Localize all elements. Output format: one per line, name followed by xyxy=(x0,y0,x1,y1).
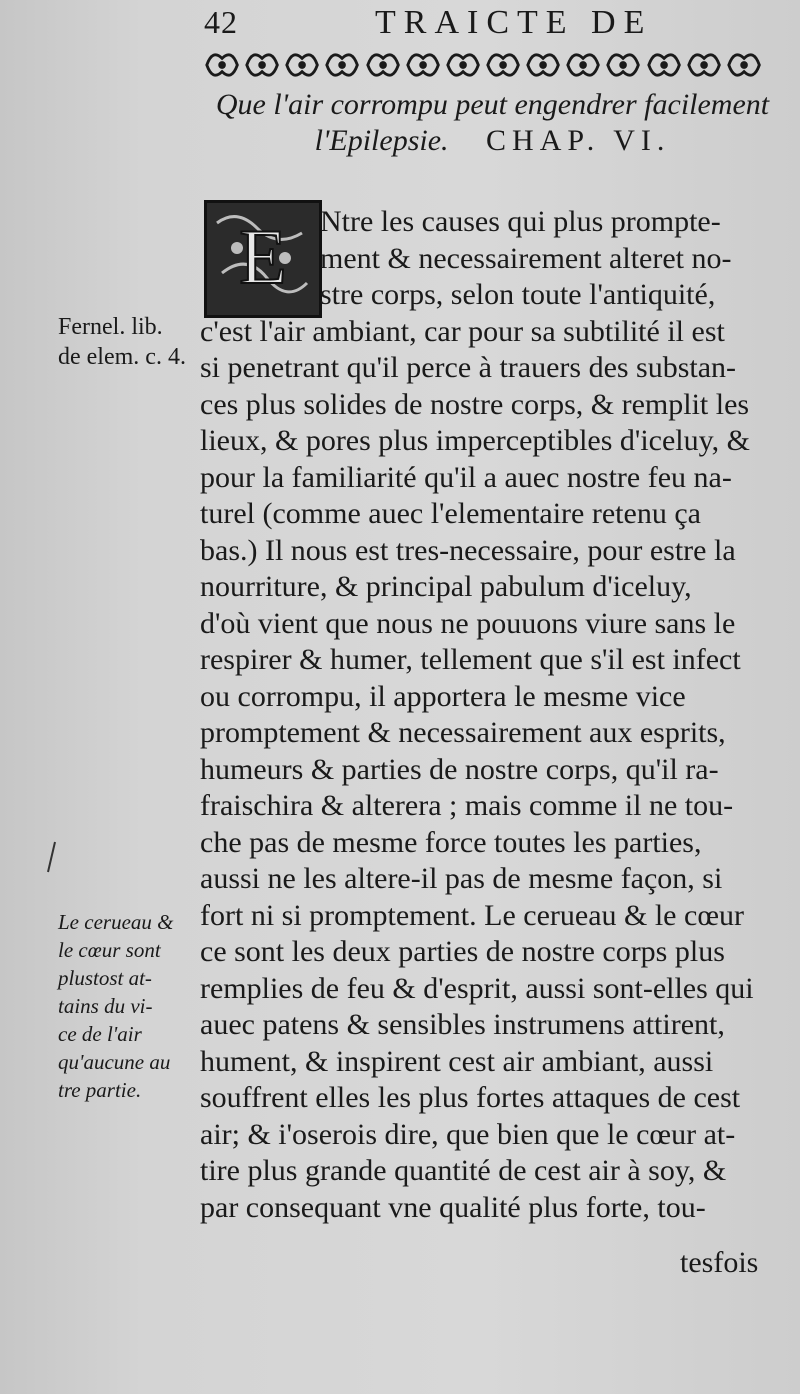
text-line: c'est l'air ambiant, car pour sa subtilité il est xyxy=(200,314,725,348)
margin-note-line: Le cerueau & xyxy=(58,910,174,934)
chapter-heading xyxy=(200,88,785,158)
text-line: che pas de mesme force toutes les parties, xyxy=(200,825,702,859)
text-line: fort ni si promptement. Le cerueau & le cœur xyxy=(200,898,744,932)
fleuron-icon xyxy=(203,44,241,86)
fleuron-icon xyxy=(685,44,723,86)
margin-note-line: qu'aucune au xyxy=(58,1050,171,1074)
fleuron-icon xyxy=(564,44,602,86)
running-head xyxy=(200,4,780,44)
text-line: Ntre les causes qui plus prompte- xyxy=(320,205,721,238)
fleuron-icon xyxy=(725,44,763,86)
text-line: bas.) Il nous est tres-necessaire, pour estre la xyxy=(200,533,736,567)
fleuron-icon xyxy=(484,44,522,86)
text-line: tire plus grande quantité de cest air à soy, & xyxy=(200,1154,727,1187)
running-title: TRAICTE DE xyxy=(375,4,653,41)
chapter-title-line2 xyxy=(200,124,785,158)
text-line: fraischira & alterera ; mais comme il ne tou- xyxy=(200,789,734,822)
catchword: tesfois xyxy=(680,1246,759,1279)
initial-letter: E xyxy=(239,213,287,300)
text-line: auec patens & sensibles instrumens attirent, xyxy=(200,1008,725,1041)
margin-note-line: Fernel. lib. xyxy=(58,314,163,340)
text-line: d'où vient que nous ne pouuons viure sans le xyxy=(200,606,736,640)
text-line: pour la familiarité qu'il a auec nostre feu na- xyxy=(200,460,732,494)
chapter-title-line1: Que l'air corrompu peut engendrer facilement xyxy=(215,88,770,121)
margin-note-reference xyxy=(58,312,198,372)
margin-note-line: tre partie. xyxy=(58,1078,142,1102)
margin-note-line: de elem. c. 4. xyxy=(58,344,186,370)
fleuron-icon xyxy=(444,44,482,86)
body-text xyxy=(200,204,780,1226)
text-line: ment & necessairement alteret no- xyxy=(320,241,732,275)
text-line: par consequant vne qualité plus forte, tou- xyxy=(200,1190,706,1224)
text-line: ces plus solides de nostre corps, & remplit les xyxy=(200,387,750,421)
text-line: promptement & necessairement aux esprits, xyxy=(200,716,726,749)
margin-note-line: tains du vi- xyxy=(58,994,153,1018)
text-line: si penetrant qu'il perce à trauers des substan- xyxy=(200,351,737,384)
text-line: nourriture, & principal pabulum d'iceluy, xyxy=(200,570,692,603)
margin-note-line: le cœur sont xyxy=(58,938,161,962)
page-number: 42 xyxy=(204,4,238,40)
fleuron-icon xyxy=(524,44,562,86)
fleuron-icon xyxy=(604,44,642,86)
text-line: humeurs & parties de nostre corps, qu'il ra- xyxy=(200,752,719,786)
text-line: ou corrompu, il apportera le mesme vice xyxy=(200,679,686,713)
text-line: lieux, & pores plus imperceptibles d'iceluy, & xyxy=(200,424,751,457)
margin-note-gloss xyxy=(58,908,198,1104)
text-line: ce sont les deux parties de nostre corps plus xyxy=(200,935,725,968)
text-line: turel (comme auec l'elementaire retenu ça xyxy=(200,497,701,530)
margin-note-line: plustost at- xyxy=(58,966,152,990)
chapter-label: CHAP. VI. xyxy=(486,124,671,157)
fleuron-icon xyxy=(404,44,442,86)
text-line: aussi ne les altere-il pas de mesme façon, si xyxy=(200,862,723,895)
text-line: souffrent elles les plus fortes attaques de cest xyxy=(200,1081,741,1114)
text-line: hument, & inspirent cest air ambiant, aussi xyxy=(200,1044,714,1078)
fleuron-band-icon xyxy=(203,44,763,86)
fleuron-icon xyxy=(243,44,281,86)
chapter-title-line2-text: l'Epilepsie. xyxy=(314,124,449,157)
fleuron-icon xyxy=(323,44,361,86)
fleuron-icon xyxy=(364,44,402,86)
text-line: respirer & humer, tellement que s'il est infect xyxy=(200,643,741,676)
text-line: air; & i'oserois dire, que bien que le cœur at- xyxy=(200,1117,736,1151)
fleuron-icon xyxy=(283,44,321,86)
stray-pen-mark-icon xyxy=(45,840,57,874)
margin-note-line: ce de l'air xyxy=(58,1022,142,1046)
text-line: stre corps, selon toute l'antiquité, xyxy=(320,278,716,311)
text-line: remplies de feu & d'esprit, aussi sont-elles qui xyxy=(200,971,754,1005)
fleuron-icon xyxy=(645,44,683,86)
